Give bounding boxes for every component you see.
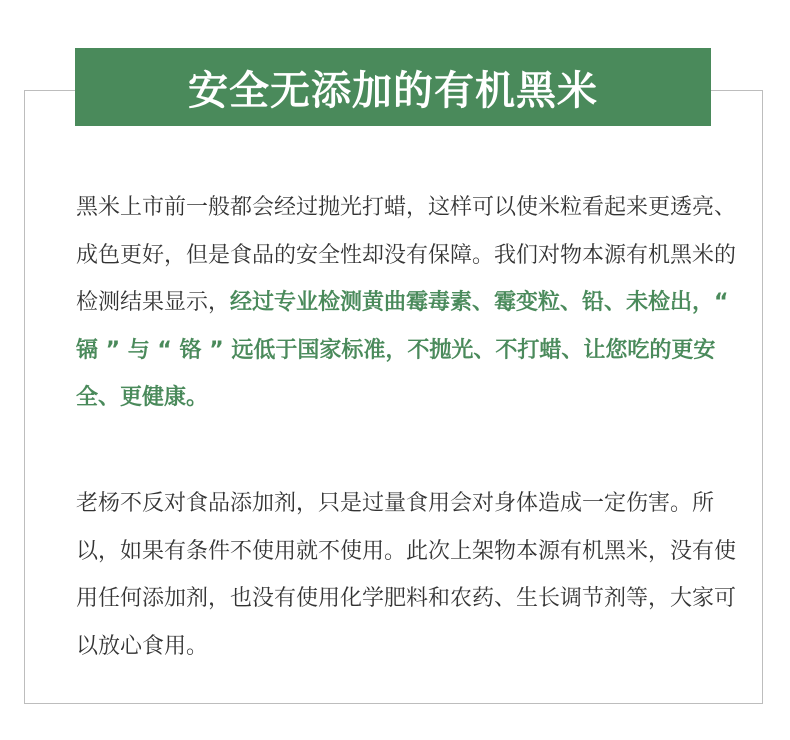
paragraph-polishing — [76, 184, 736, 422]
paragraph-additives-text: 老杨不反对食品添加剂，只是过量食用会对身体造成一定伤害。所以，如果有条件不使用就不使用。此次上架物本源有机黑米，没有使用任何添加剂，也没有使用化学肥料和农药、生长调节剂等，大家可以放心食用。 — [76, 491, 737, 659]
paragraph-polishing-highlight: 经过专业检测黄曲霉毒素、霉变粒、铅、未检出，“ 镉 ” 与 “ 铬 ” 远低于国家标准，不抛光、不打蜡、让您吃的更安全、更健康。 — [76, 290, 729, 410]
paragraph-polishing-text: 黑米上市前一般都会经过抛光打蜡，这样可以使米粒看起来更透亮、成色更好，但是食品的安全性却没有保障。我们对物本源有机黑米的检测结果显示， — [76, 195, 737, 315]
banner-title: 安全无添加的有机黑米 — [188, 66, 598, 114]
title-banner — [75, 48, 711, 126]
paragraph-additives — [76, 480, 736, 670]
